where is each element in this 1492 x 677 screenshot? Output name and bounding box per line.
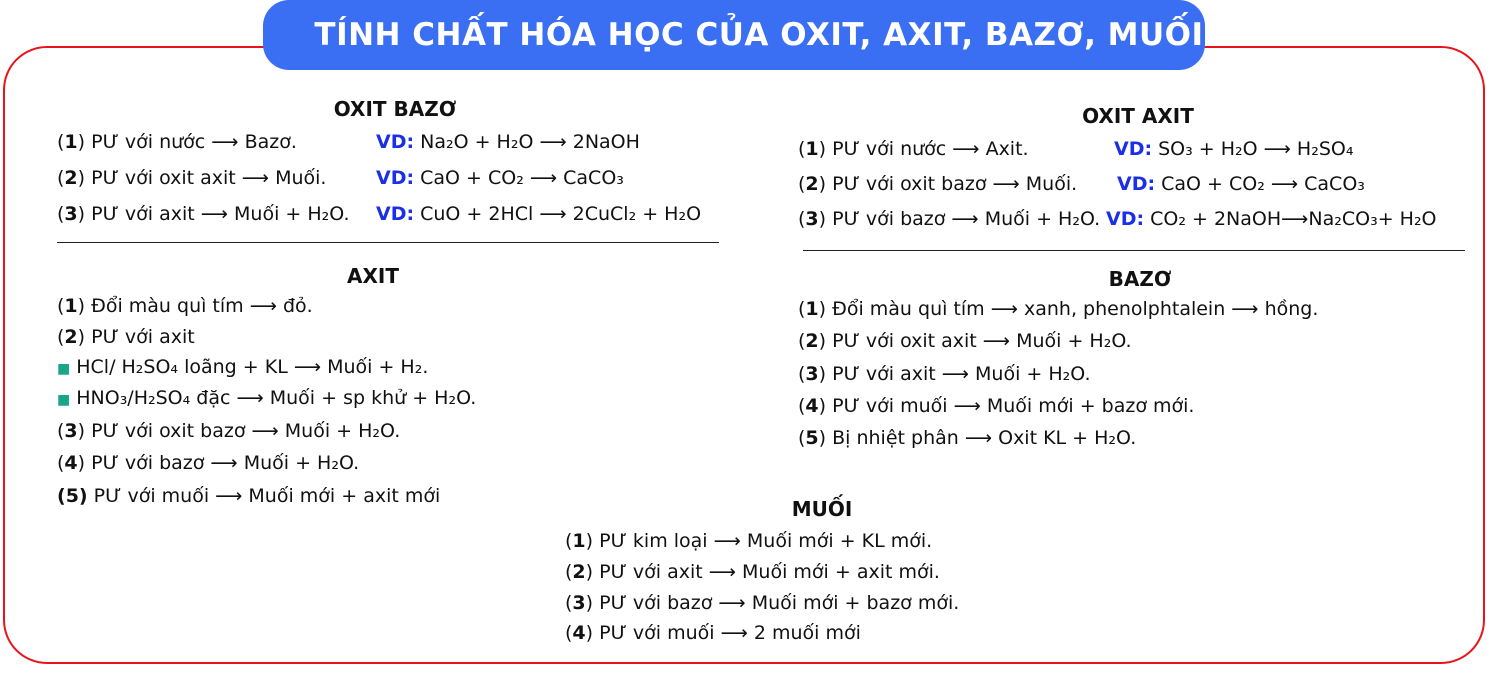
list-item: (3) PƯ với oxit bazơ ⟶ Muối + H₂O. bbox=[57, 420, 401, 442]
oxit-axit-heading: OXIT AXIT bbox=[1082, 104, 1194, 128]
example-line: VD: CaO + CO₂ ⟶ CaCO₃ bbox=[1117, 173, 1365, 195]
divider bbox=[803, 250, 1465, 251]
example-line: VD: SO₃ + H₂O ⟶ H₂SO₄ bbox=[1114, 138, 1354, 160]
bazo-heading: BAZƠ bbox=[1108, 267, 1172, 291]
list-item: (4) PƯ với muối ⟶ Muối mới + bazơ mới. bbox=[798, 395, 1195, 417]
list-item: (4) PƯ với bazơ ⟶ Muối + H₂O. bbox=[57, 452, 360, 474]
list-item: ■ HNO₃/H₂SO₄ đặc ⟶ Muối + sp khử + H₂O. bbox=[57, 387, 477, 409]
list-item: (3) PƯ với axit ⟶ Muối + H₂O. bbox=[57, 203, 350, 225]
list-item: (2) PƯ với oxit axit ⟶ Muối. bbox=[57, 167, 327, 189]
example-line: VD: Na₂O + H₂O ⟶ 2NaOH bbox=[376, 131, 640, 153]
page-title: TÍNH CHẤT HÓA HỌC CỦA OXIT, AXIT, BAZƠ, MUỐI bbox=[314, 17, 1204, 53]
list-item: (1) PƯ với nước ⟶ Axit. bbox=[798, 138, 1029, 160]
bullet-icon: ■ bbox=[57, 361, 71, 377]
bullet-icon: ■ bbox=[57, 392, 71, 408]
list-item: (2) PƯ với axit bbox=[57, 326, 195, 348]
list-item: (1) Đổi màu quì tím ⟶ đỏ. bbox=[57, 295, 313, 317]
example-line: VD: CO₂ + 2NaOH⟶Na₂CO₃+ H₂O bbox=[1106, 208, 1437, 230]
list-item: (2) PƯ với axit ⟶ Muối mới + axit mới. bbox=[565, 561, 940, 583]
oxit-bazo-heading: OXIT BAZƠ bbox=[333, 97, 457, 121]
list-item: ■ HCl/ H₂SO₄ loãng + KL ⟶ Muối + H₂. bbox=[57, 356, 429, 378]
list-item: (4) PƯ với muối ⟶ 2 muối mới bbox=[565, 622, 861, 644]
list-item: (2) PƯ với oxit bazơ ⟶ Muối. bbox=[798, 173, 1078, 195]
example-line: VD: CuO + 2HCl ⟶ 2CuCl₂ + H₂O bbox=[376, 203, 702, 225]
list-item: (1) PƯ với nước ⟶ Bazơ. bbox=[57, 131, 297, 153]
list-item: (5) PƯ với muối ⟶ Muối mới + axit mới bbox=[57, 485, 441, 507]
list-item: (5) Bị nhiệt phân ⟶ Oxit KL + H₂O. bbox=[798, 427, 1137, 449]
example-line: VD: CaO + CO₂ ⟶ CaCO₃ bbox=[376, 167, 624, 189]
divider bbox=[57, 242, 719, 243]
axit-heading: AXIT bbox=[347, 264, 399, 288]
muoi-heading: MUỐI bbox=[791, 497, 853, 521]
list-item: (3) PƯ với axit ⟶ Muối + H₂O. bbox=[798, 363, 1091, 385]
title-banner bbox=[263, 0, 1205, 70]
list-item: (3) PƯ với bazơ ⟶ Muối mới + bazơ mới. bbox=[565, 592, 960, 614]
list-item: (1) PƯ kim loại ⟶ Muối mới + KL mới. bbox=[565, 530, 933, 552]
list-item: (3) PƯ với bazơ ⟶ Muối + H₂O. bbox=[798, 208, 1101, 230]
list-item: (1) Đổi màu quì tím ⟶ xanh, phenolphtalein ⟶ hồng. bbox=[798, 298, 1319, 320]
list-item: (2) PƯ với oxit axit ⟶ Muối + H₂O. bbox=[798, 330, 1132, 352]
